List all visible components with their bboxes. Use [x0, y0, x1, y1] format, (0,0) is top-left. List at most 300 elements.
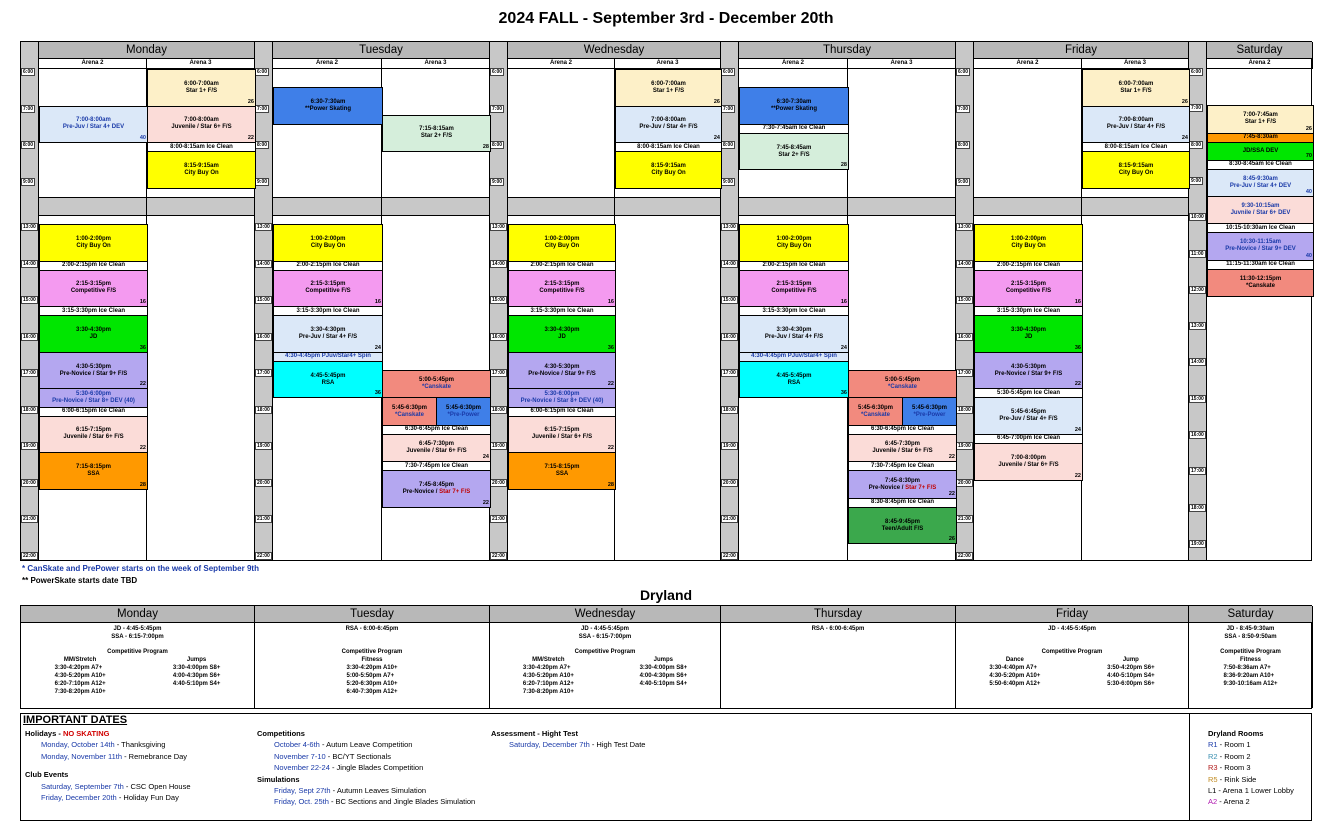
session-desc: JD — [558, 334, 566, 340]
session-time: 7:00-7:45am — [1243, 112, 1278, 119]
session-block — [1207, 196, 1314, 224]
session-time: 6:30-6:45pm Ice Clean — [870, 426, 935, 433]
session-time: 3:15-3:30pm Ice Clean — [61, 307, 126, 314]
session-time: 1:00-2:00pm — [776, 235, 812, 242]
session-capacity: 28 — [139, 481, 146, 488]
time-label: 8:00 — [257, 142, 268, 148]
session-desc: Competitive F/S — [305, 288, 351, 295]
session-capacity: 36 — [139, 344, 146, 351]
assessment-section — [491, 728, 751, 751]
competitions-section — [257, 728, 497, 808]
session-block — [273, 224, 383, 262]
session-block — [382, 397, 437, 425]
session-desc: Juvenile / Star 6+ F/S — [171, 124, 232, 131]
session-time: 2:15-3:15pm — [310, 281, 346, 288]
session-block — [1207, 142, 1314, 161]
dryland-column — [1107, 656, 1155, 688]
session-desc: Pre-Juv / Star 4+ F/S — [764, 334, 824, 340]
day-header-thu: Thursday — [739, 42, 956, 59]
time-label: 19:00 — [23, 443, 36, 449]
time-label: 6:00 — [23, 69, 34, 75]
session-capacity: 22 — [139, 381, 146, 388]
arena-2-header: Arena 2 — [1207, 59, 1313, 69]
session-capacity: 40 — [1305, 189, 1312, 196]
time-label: 17:00 — [257, 370, 270, 376]
holiday-desc: - Remebrance Day — [122, 751, 188, 761]
session-time: 6:15-7:15pm — [75, 427, 111, 434]
session-desc: Juvenile / Star 6+ F/S — [63, 434, 124, 441]
dryland-slot: 7:50-8:36am A7+ — [1223, 665, 1271, 671]
time-label: 22:00 — [257, 552, 270, 559]
session-desc: Star 1+ F/S — [1244, 119, 1277, 126]
arena-3-header: Arena 3 — [382, 59, 490, 69]
session-desc: SSA — [87, 470, 100, 477]
time-label: 14:00 — [492, 260, 505, 267]
session-desc-part: Pre-Novice / — [868, 484, 906, 491]
simulation-date: Friday, Oct. 25th — [274, 797, 329, 807]
session-time: 5:45-6:45pm — [1010, 409, 1046, 416]
arena-2-header: Arena 2 — [508, 59, 615, 69]
session-desc-part: Star 7+ F/S — [439, 489, 471, 496]
time-label: 22:00 — [958, 552, 971, 559]
session-block — [974, 443, 1083, 481]
room-name: - Arena 2 — [1217, 797, 1250, 807]
dryland-session: JD - 4:45-5:45pm — [113, 626, 162, 632]
room-legend-item — [1208, 751, 1312, 762]
room-code: R3 — [1208, 763, 1218, 773]
session-time: 5:45-6:30pm — [391, 404, 427, 411]
simulation-desc: - Autumn Leaves Simulation — [330, 786, 427, 796]
session-desc: City Buy On — [310, 242, 346, 249]
holidays-label: Holidays - — [25, 729, 63, 738]
dryland-program-columns — [490, 656, 720, 696]
session-desc: City Buy On — [544, 242, 580, 249]
session-time: 6:00-7:00am — [1118, 80, 1154, 87]
dryland-slot: 9:30-10:16am A12+ — [1223, 681, 1278, 687]
time-label: 13:00 — [723, 224, 736, 230]
session-time: 9:30-10:15am — [1241, 203, 1280, 210]
session-time: 10:15-10:30am Ice Clean — [1225, 224, 1296, 231]
session-desc: Pre-Juv / Star 4+ F/S — [999, 416, 1058, 423]
session-desc: **Power Skating — [770, 106, 817, 112]
session-time: 5:00-5:45pm — [884, 377, 920, 384]
session-block — [1207, 232, 1314, 260]
dryland-day-header: Wednesday — [490, 606, 721, 623]
assessment-label: Assessment - Hight Test — [491, 729, 578, 738]
session-time: 3:15-3:30pm Ice Clean — [296, 307, 360, 314]
session-block — [1207, 169, 1314, 197]
time-label: 8:00 — [1191, 141, 1202, 148]
room-legend-item — [1208, 739, 1312, 750]
session-time: 6:45-7:30pm — [418, 441, 454, 448]
session-block — [508, 416, 616, 454]
dryland-slot: 4:40-5:10pm S4+ — [172, 681, 221, 687]
session-capacity: 40 — [139, 135, 146, 141]
session-capacity: 24 — [374, 344, 381, 351]
session-time: 7:15-8:15pm — [544, 463, 580, 470]
dryland-session: SSA - 6:15-7:00pm — [111, 634, 164, 640]
session-desc: City Buy On — [1118, 169, 1154, 176]
session-block — [739, 315, 849, 353]
holiday-desc: - Thanksgiving — [114, 740, 166, 750]
session-time: 8:00-8:15am Ice Clean — [637, 143, 700, 150]
session-time: 4:30-5:30pm — [75, 363, 111, 370]
dryland-session: JD - 4:45-5:45pm — [1047, 626, 1097, 632]
competitive-program-label: Competitive Program — [107, 649, 168, 655]
time-label: 8:00 — [492, 142, 503, 148]
session-desc: Juvenile / Star 6+ F/S — [531, 434, 593, 441]
session-desc: *Canskate — [394, 411, 424, 418]
session-time: 5:45-6:30pm — [857, 404, 893, 411]
session-time: 3:30-4:30pm — [776, 327, 812, 333]
dryland-day-cell — [956, 623, 1189, 708]
time-label: 20:00 — [958, 479, 971, 486]
club-event-desc: - CSC Open House — [123, 781, 191, 791]
session-block — [382, 370, 491, 398]
session-time: 2:15-3:15pm — [544, 281, 580, 288]
dryland-slot: 3:30-4:00pm S8+ — [172, 665, 221, 671]
holiday-date: Monday, November 11th — [41, 751, 123, 761]
dryland-column — [989, 656, 1040, 688]
session-capacity: 70 — [1305, 152, 1312, 159]
dryland-session: SSA - 6:15-7:00pm — [578, 634, 632, 640]
time-label: 22:00 — [723, 552, 736, 559]
session-desc: Pre-Novice / Star 9+ F/S — [994, 370, 1063, 377]
time-label: 16:00 — [492, 333, 505, 340]
session-desc: Teen/Adult F/S — [881, 525, 924, 532]
session-time: 7:00-8:00am — [1118, 117, 1154, 124]
session-block — [147, 69, 256, 107]
time-label: 19:00 — [492, 443, 505, 449]
session-time: 7:00-8:00am — [651, 117, 686, 124]
dryland-column — [173, 656, 221, 696]
session-block — [508, 352, 616, 390]
session-desc: Competitive F/S — [539, 288, 585, 295]
session-desc: Pre-Novice / Star 8+ DEV (40) — [520, 397, 604, 404]
competition-date: November 22-24 — [274, 763, 330, 773]
session-time: 6:00-7:00am — [184, 80, 219, 87]
day-header-mon: Monday — [39, 42, 255, 59]
session-block — [39, 270, 148, 308]
time-label: 8:00 — [723, 142, 734, 148]
session-block — [974, 397, 1083, 435]
dryland-column-heading: Fitness — [361, 657, 383, 663]
note-powerskate: ** PowerSkate starts date TBD — [22, 576, 138, 585]
session-time: 8:00-8:15am Ice Clean — [1104, 143, 1168, 150]
session-desc: Competitive F/S — [771, 288, 817, 295]
session-block — [848, 434, 957, 462]
dryland-slot: 3:30-4:20pm A10+ — [346, 665, 398, 671]
session-capacity: 28 — [482, 144, 489, 151]
time-label: 7:00 — [723, 105, 734, 112]
session-block — [1207, 269, 1314, 297]
session-block — [974, 270, 1083, 308]
session-block — [508, 270, 616, 308]
session-capacity: 26 — [713, 98, 720, 105]
dryland-column — [523, 656, 574, 696]
session-desc: Juvnile / Star 6+ DEV — [1230, 210, 1291, 217]
session-time: 7:15-8:15am — [419, 126, 454, 133]
session-capacity: 24 — [840, 344, 847, 351]
session-time: 6:45-7:00pm Ice Clean — [996, 435, 1061, 442]
session-time: 7:30-7:45pm Ice Clean — [404, 462, 469, 469]
time-label: 6:00 — [1191, 69, 1202, 75]
dryland-day-header: Saturday — [1189, 606, 1313, 623]
dryland-slot: 5:50-6:40pm A12+ — [989, 681, 1041, 687]
session-desc: Pre-Juv / Star 4+ F/S — [298, 334, 358, 340]
session-capacity: 22 — [607, 381, 614, 388]
session-capacity: 36 — [1074, 344, 1081, 351]
session-block — [848, 507, 957, 545]
session-time: 6:00-6:15pm Ice Clean — [530, 408, 594, 415]
time-label: 15:00 — [1191, 395, 1204, 402]
session-block — [508, 388, 616, 407]
session-block — [974, 224, 1083, 262]
assessment-desc: - High Test Date — [589, 740, 646, 750]
session-time: 8:30-8:45pm Ice Clean — [870, 499, 935, 506]
arena-3-header: Arena 3 — [615, 59, 721, 69]
dryland-column-heading: MM/Stretch — [532, 657, 565, 663]
dryland-day-cell — [21, 623, 255, 708]
time-label: 16:00 — [257, 333, 270, 340]
session-block — [382, 434, 491, 462]
session-capacity: 22 — [247, 135, 254, 141]
session-capacity: 26 — [1181, 98, 1188, 105]
time-label: 17:00 — [23, 370, 36, 376]
session-capacity: 36 — [374, 390, 381, 397]
session-time: 7:30-7:45am Ice Clean — [762, 125, 826, 132]
time-label: 15:00 — [958, 297, 971, 303]
session-time: 4:45-5:45pm — [776, 372, 812, 379]
time-label: 16:00 — [958, 333, 971, 340]
arena-2-header: Arena 2 — [273, 59, 382, 69]
dryland-slot: 6:20-7:10pm A12+ — [522, 681, 574, 687]
simulation-date: Friday, Sept 27th — [274, 786, 331, 796]
session-time: 10:30-11:15am — [1239, 239, 1282, 246]
session-block — [382, 115, 491, 153]
time-label: 9:00 — [257, 178, 268, 185]
time-label: 19:00 — [723, 443, 736, 449]
session-time: 8:15-9:15am — [1118, 162, 1154, 169]
session-time: 1:00-2:00pm — [1010, 235, 1046, 242]
time-label: 8:00 — [958, 142, 969, 148]
session-capacity: 28 — [840, 162, 847, 169]
session-desc: *Canskate — [860, 411, 890, 418]
session-block — [739, 361, 849, 399]
time-label: 19:00 — [958, 443, 971, 449]
session-desc: City Buy On — [651, 169, 686, 176]
room-code: A2 — [1208, 797, 1218, 807]
time-label: 19:00 — [257, 443, 270, 449]
session-time: 6:30-6:45pm Ice Clean — [404, 426, 469, 433]
club-event-date: Saturday, September 7th — [41, 781, 124, 791]
simulations-label: Simulations — [257, 774, 300, 784]
session-block — [147, 151, 256, 189]
dryland-program-columns — [255, 656, 489, 696]
time-label: 20:00 — [23, 479, 36, 486]
session-block — [39, 452, 148, 490]
competition-desc: - Autum Leave Competition — [319, 740, 413, 750]
day-header-sat: Saturday — [1207, 42, 1313, 59]
dryland-slot: 4:00-4:30pm S6+ — [639, 673, 688, 679]
session-desc: *Pre-Power — [447, 411, 480, 418]
session-capacity: 24 — [713, 135, 720, 141]
time-label: 20:00 — [492, 479, 505, 486]
session-block — [739, 133, 849, 171]
arena-2-header: Arena 2 — [974, 59, 1082, 69]
important-dates-panel — [20, 713, 1312, 821]
session-desc: Pre-Juv / Star 4+ DEV — [62, 124, 125, 131]
time-label: 20:00 — [257, 479, 270, 486]
session-desc: *Pre-Power — [913, 411, 946, 418]
dryland-slot: 6:20-7:10pm A12+ — [54, 681, 106, 687]
session-time: 3:15-3:30pm Ice Clean — [996, 307, 1061, 314]
session-desc: JD — [89, 334, 98, 340]
room-name: - Room 2 — [1217, 751, 1251, 761]
session-desc: Juvenile / Star 6+ F/S — [872, 448, 933, 455]
time-label: 15:00 — [723, 297, 736, 303]
session-desc: *Canskate — [1245, 282, 1275, 289]
dryland-slot: 5:00-5:50pm A7+ — [346, 673, 395, 679]
time-rail — [1189, 42, 1207, 560]
time-label: 9:00 — [723, 178, 734, 185]
session-desc-part: Pre-Novice / — [402, 489, 440, 496]
dryland-slot: 3:30-4:20pm A7+ — [54, 665, 103, 671]
room-legend-item — [1208, 762, 1312, 773]
session-desc-part: Star 7+ F/S — [905, 484, 937, 491]
dryland-day-cell — [721, 623, 956, 708]
dryland-rooms-label: Dryland Rooms — [1208, 729, 1264, 738]
session-time: 7:00-8:00pm — [1010, 454, 1046, 461]
dryland-column — [1224, 656, 1278, 688]
session-time: 7:00-8:00am — [184, 117, 219, 124]
session-time: 6:30-7:30am — [776, 99, 812, 105]
session-time: 5:45-6:30pm — [911, 404, 947, 411]
time-label: 12:00 — [1191, 286, 1204, 293]
room-name: - Arena 1 Lower Lobby — [1216, 786, 1294, 796]
time-label: 17:00 — [492, 370, 505, 376]
session-block — [739, 224, 849, 262]
session-block — [974, 315, 1083, 353]
session-time: 4:30-5:30pm — [1010, 363, 1046, 370]
time-label: 18:00 — [958, 406, 971, 413]
session-capacity: 22 — [948, 454, 955, 461]
session-desc: City Buy On — [776, 242, 812, 249]
session-block — [273, 361, 383, 399]
dryland-column-heading: MM/Stretch — [63, 657, 97, 663]
time-label: 6:00 — [257, 69, 268, 75]
dryland-slot: 5:20-6:30pm A10+ — [346, 681, 398, 687]
time-label: 14:00 — [958, 260, 971, 267]
dryland-column-heading: Fitness — [1239, 657, 1261, 663]
session-capacity: 36 — [840, 390, 847, 397]
time-label: 14:00 — [1191, 359, 1204, 366]
session-block — [739, 270, 849, 308]
session-time: 2:15-3:15pm — [776, 281, 812, 288]
session-capacity: 16 — [840, 299, 847, 306]
session-block — [39, 388, 148, 407]
time-label: 18:00 — [1191, 504, 1204, 511]
session-desc — [849, 485, 956, 492]
time-label: 9:00 — [23, 178, 34, 185]
session-desc: JD — [1024, 334, 1033, 340]
holiday-date: Monday, October 14th — [41, 740, 115, 750]
session-block — [273, 270, 383, 308]
arena-3-header: Arena 3 — [848, 59, 956, 69]
dryland-slot: 7:30-8:20pm A10+ — [522, 689, 574, 695]
session-time: 2:00-2:15pm Ice Clean — [762, 262, 826, 269]
session-time: 8:15-9:15am — [651, 162, 686, 169]
session-time: 8:45-9:45pm — [884, 518, 920, 525]
session-time: 4:30-4:45pm PJuv/Star4+ Spin — [751, 353, 837, 360]
time-label: 6:00 — [958, 69, 969, 75]
time-label: 16:00 — [1191, 432, 1204, 438]
time-label: 21:00 — [257, 516, 270, 522]
holidays-section — [25, 728, 255, 803]
day-header-fri: Friday — [974, 42, 1189, 59]
time-label: 21:00 — [723, 516, 736, 522]
session-time: 4:45-5:45pm — [310, 372, 346, 379]
session-time: 2:00-2:15pm Ice Clean — [530, 262, 594, 269]
session-time: 3:30-4:30pm — [1010, 327, 1046, 333]
session-time: 2:00-2:15pm Ice Clean — [996, 262, 1061, 269]
competitive-program-label: Competitive Program — [341, 649, 403, 655]
session-block — [615, 106, 722, 144]
competition-date: November 7-10 — [274, 751, 326, 761]
dryland-session: JD - 4:45-5:45pm — [580, 626, 630, 632]
session-time: 2:00-2:15pm Ice Clean — [61, 262, 126, 269]
note-canskate: * CanSkate and PrePower starts on the week of September 9th — [22, 564, 259, 573]
session-capacity: 24 — [1181, 135, 1188, 141]
dryland-slot: 3:30-4:00pm S8+ — [639, 665, 688, 671]
session-time: 2:15-3:15pm — [75, 281, 111, 288]
dryland-title: Dryland — [639, 587, 693, 603]
session-desc: Pre-Novice / Star 8+ DEV (40) — [52, 397, 135, 404]
session-time: 4:30-5:30pm — [544, 363, 580, 370]
session-block — [382, 470, 491, 508]
session-capacity: 16 — [1074, 299, 1081, 306]
time-label: 9:00 — [492, 178, 503, 185]
session-desc: Pre-Juv / Star 4+ F/S — [639, 124, 698, 131]
dryland-day-header: Monday — [21, 606, 255, 623]
time-label: 18:00 — [723, 406, 736, 413]
dryland-slot: 8:36-9:20am A10+ — [1223, 673, 1275, 679]
time-label: 9:00 — [958, 178, 969, 185]
competition-date: October 4-6th — [274, 740, 320, 750]
time-label: 14:00 — [23, 260, 36, 267]
dryland-slot: 4:30-5:20pm A10+ — [522, 673, 574, 679]
dryland-session: JD - 8:45-9:30am — [1226, 626, 1275, 632]
time-label: 9:00 — [1191, 177, 1202, 184]
session-block — [273, 87, 383, 125]
competitive-program-label: Competitive Program — [1041, 649, 1103, 655]
session-time: 7:45-8:45pm — [418, 482, 454, 489]
session-time: 7:15-8:15pm — [75, 463, 111, 470]
session-desc: Pre-Novice / Star 9+ F/S — [59, 370, 128, 377]
session-block — [39, 416, 148, 454]
session-time: 6:15-7:15pm — [544, 427, 580, 434]
session-desc: Star 1+ F/S — [652, 87, 685, 94]
session-capacity: 24 — [482, 454, 489, 461]
time-label: 13:00 — [492, 224, 505, 230]
dryland-day-cell — [255, 623, 490, 708]
session-capacity: 16 — [607, 299, 614, 306]
dryland-program-columns — [21, 656, 254, 696]
dryland-column-heading: Jumps — [186, 657, 207, 663]
dryland-slot: 6:40-7:30pm A12+ — [346, 689, 398, 695]
session-time: 5:00-5:45pm — [418, 377, 454, 384]
session-time: 7:45-8:30am — [1243, 134, 1278, 141]
